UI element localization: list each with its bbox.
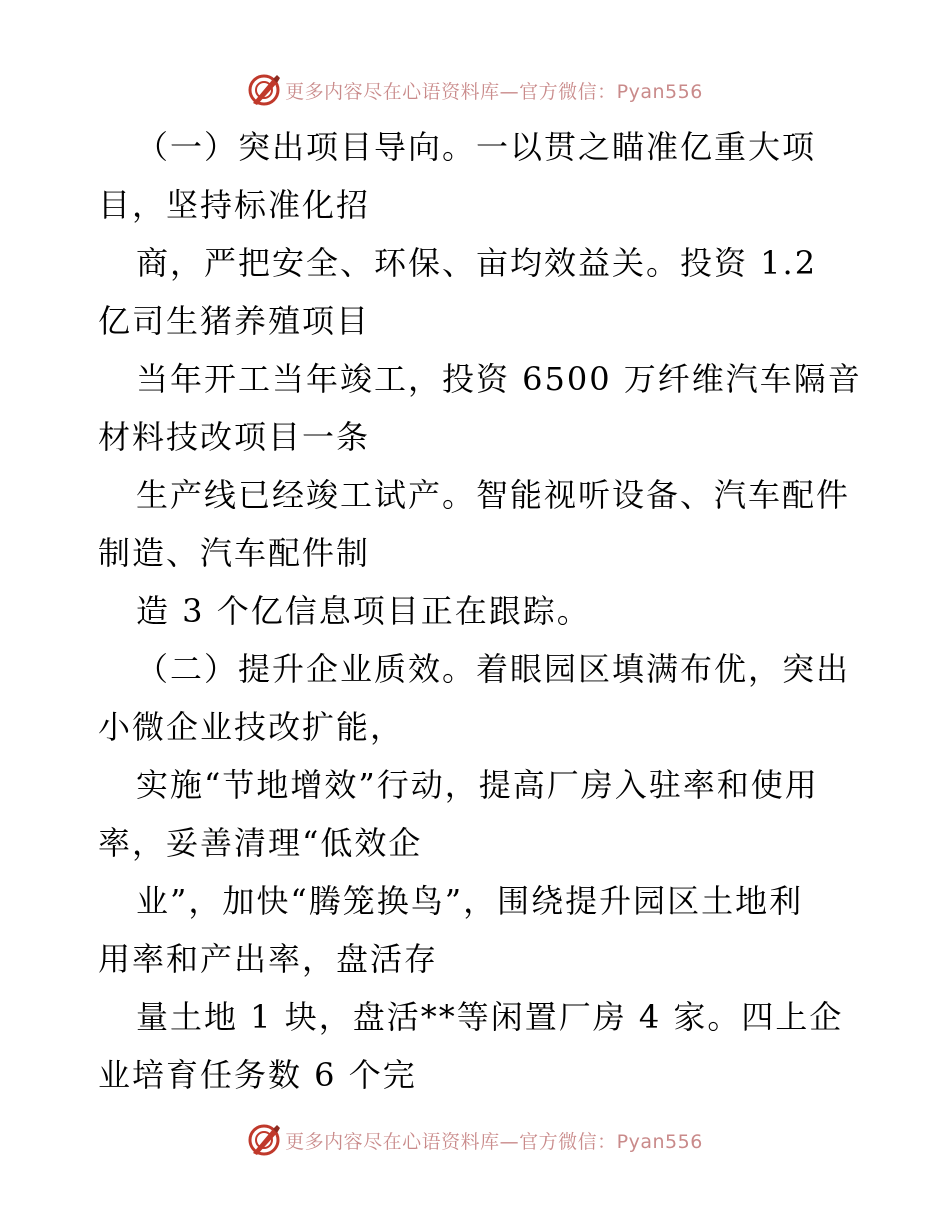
- line-text: 实施“节地增效”行动，提高厂房入驻率和使用: [136, 766, 819, 804]
- paragraph-line: [98, 872, 858, 988]
- paragraph-line: [98, 350, 862, 466]
- line-text: 率，妥善清理“低效企: [98, 824, 423, 862]
- line-text: 业”，加快“腾笼换鸟”，围绕提升园区土地利: [136, 882, 804, 920]
- watermark-text: 更多内容尽在心语资料库—官方微信：Pyan556: [285, 80, 703, 103]
- line-text: 小微企业技改扩能，: [98, 708, 405, 746]
- line-text: 亿司生猪养殖项目: [98, 302, 371, 340]
- line-text: （一）突出项目导向。一以贯之瞄准亿重大项: [136, 128, 817, 166]
- paragraph-line: [98, 988, 858, 1104]
- watermark-text: 更多内容尽在心语资料库—官方微信：Pyan556: [285, 1130, 703, 1153]
- header-watermark: [0, 70, 950, 110]
- paragraph-line: [98, 640, 858, 756]
- pen-logo-icon: [247, 73, 281, 107]
- paragraph-line: [98, 756, 858, 872]
- line-text: 用率和产出率，盘活存: [98, 940, 439, 978]
- line-text: 造 3 个亿信息项目正在跟踪。: [136, 592, 591, 630]
- line-text: 材料技改项目一条: [98, 418, 371, 456]
- line-text: 制造、汽车配件制: [98, 534, 371, 572]
- line-text: 业培育任务数 6 个完: [98, 1056, 417, 1094]
- paragraph-line: [98, 234, 858, 350]
- pen-logo-icon: [247, 1123, 281, 1157]
- paragraph-line: [98, 582, 858, 640]
- paragraph-line: [98, 466, 858, 582]
- line-text: （二）提升企业质效。着眼园区填满布优，突出: [136, 650, 851, 688]
- line-text: 商，严把安全、环保、亩均效益关。投资 1.2: [136, 244, 818, 282]
- document-body: [98, 118, 862, 1104]
- line-text: 生产线已经竣工试产。智能视听设备、汽车配件: [136, 476, 851, 514]
- line-text: 当年开工当年竣工，投资 6500 万纤维汽车隔音: [136, 360, 862, 398]
- paragraph-line: [98, 118, 858, 234]
- line-text: 量土地 1 块，盘活**等闲置厂房 4 家。四上企: [136, 998, 844, 1036]
- line-text: 目，坚持标准化招: [98, 186, 371, 224]
- footer-watermark: [0, 1120, 950, 1160]
